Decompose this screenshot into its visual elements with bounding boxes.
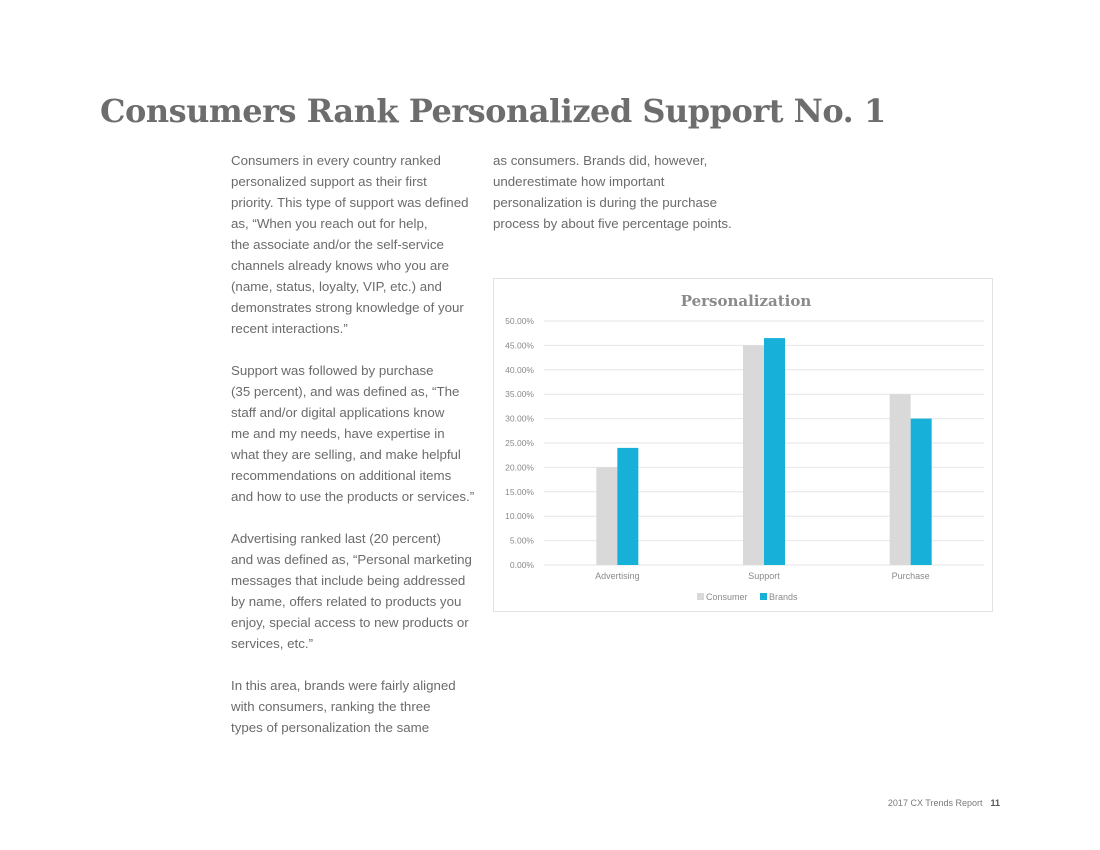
text-line: recent interactions.” bbox=[231, 321, 348, 336]
text-line: staff and/or digital applications know bbox=[231, 405, 445, 420]
paragraph-gap bbox=[231, 339, 481, 360]
bar-brands-purchase bbox=[911, 419, 932, 565]
text-line: personalization is during the purchase bbox=[493, 195, 717, 210]
text-line: In this area, brands were fairly aligned bbox=[231, 678, 456, 693]
text-line: messages that include being addressed bbox=[231, 573, 466, 588]
text-line: underestimate how important bbox=[493, 174, 665, 189]
text-line: process by about five percentage points. bbox=[493, 216, 732, 231]
bar-brands-support bbox=[764, 338, 785, 565]
text-line: types of personalization the same bbox=[231, 720, 430, 735]
text-line: (35 percent), and was defined as, “The bbox=[231, 384, 460, 399]
page-footer bbox=[860, 798, 1000, 808]
text-line: priority. This type of support was defined bbox=[231, 195, 469, 210]
y-tick-label: 30.00% bbox=[505, 413, 534, 424]
paragraph-gap bbox=[231, 507, 481, 528]
y-tick-label: 15.00% bbox=[505, 486, 534, 497]
y-tick-label: 50.00% bbox=[505, 316, 534, 326]
legend-swatch-consumer bbox=[697, 593, 704, 600]
legend-swatch-brands bbox=[760, 593, 767, 600]
bar-brands-advertising bbox=[617, 448, 638, 565]
x-tick-label: Purchase bbox=[891, 571, 930, 581]
text-line: Consumers in every country ranked bbox=[231, 153, 441, 168]
text-line: the associate and/or the self-service bbox=[231, 237, 444, 252]
page-title: Consumers Rank Personalized Support No. 1 bbox=[100, 92, 886, 130]
y-tick-label: 40.00% bbox=[505, 364, 534, 375]
text-line: (name, status, loyalty, VIP, etc.) and bbox=[231, 279, 442, 294]
text-line: as, “When you reach out for help, bbox=[231, 216, 428, 231]
text-line: personalized support as their first bbox=[231, 174, 427, 189]
y-tick-label: 0.00% bbox=[509, 560, 534, 570]
x-tick-label: Support bbox=[748, 571, 780, 581]
text-line: and was defined as, “Personal marketing bbox=[231, 552, 472, 567]
text-line: as consumers. Brands did, however, bbox=[493, 153, 708, 168]
y-tick-label: 35.00% bbox=[505, 389, 534, 400]
right-text-column bbox=[493, 150, 743, 234]
personalization-chart bbox=[493, 278, 993, 612]
y-tick-label: 45.00% bbox=[505, 340, 534, 351]
text-line: Support was followed by purchase bbox=[231, 363, 434, 378]
report-name: 2017 CX Trends Report bbox=[887, 798, 983, 808]
paragraph-gap bbox=[231, 654, 481, 675]
text-line: enjoy, special access to new products or bbox=[231, 615, 469, 630]
legend-label-brands: Brands bbox=[769, 592, 798, 602]
text-line: me and my needs, have expertise in bbox=[231, 426, 445, 441]
text-line: recommendations on additional items bbox=[231, 468, 452, 483]
chart-title: Personalization bbox=[680, 292, 812, 310]
text-line: and how to use the products or services.” bbox=[231, 489, 475, 504]
bar-consumer-advertising bbox=[596, 467, 617, 565]
page-number: 11 bbox=[990, 798, 1000, 808]
text-line: by name, offers related to products you bbox=[231, 594, 462, 609]
y-tick-label: 25.00% bbox=[505, 438, 534, 448]
text-line: Advertising ranked last (20 percent) bbox=[231, 531, 441, 546]
y-tick-label: 5.00% bbox=[509, 535, 534, 546]
y-tick-label: 10.00% bbox=[505, 511, 534, 522]
left-text-column bbox=[231, 150, 481, 738]
text-line: channels already knows who you are bbox=[231, 258, 450, 273]
bar-consumer-purchase bbox=[890, 394, 911, 565]
bar-consumer-support bbox=[743, 345, 764, 565]
chart-svg bbox=[494, 279, 994, 613]
text-line: services, etc.” bbox=[231, 636, 314, 651]
text-line: what they are selling, and make helpful bbox=[231, 447, 461, 462]
text-line: demonstrates strong knowledge of your bbox=[231, 300, 464, 315]
x-tick-label: Advertising bbox=[595, 571, 640, 581]
text-line: with consumers, ranking the three bbox=[231, 699, 431, 714]
legend-label-consumer: Consumer bbox=[706, 592, 748, 602]
y-tick-label: 20.00% bbox=[505, 462, 534, 473]
